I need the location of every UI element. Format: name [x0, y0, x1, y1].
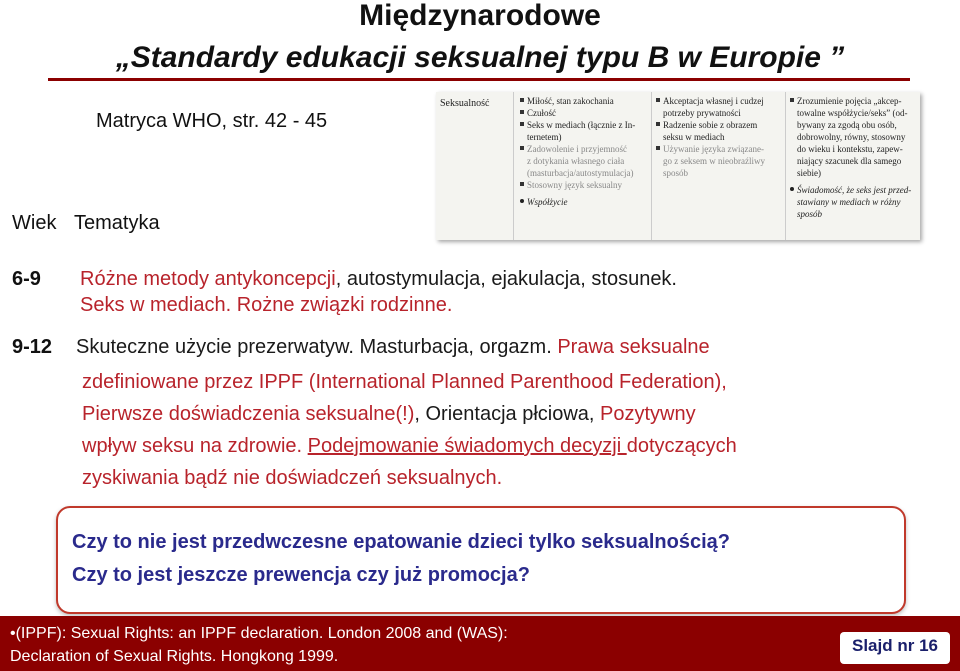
- topic-first-experiences: Pierwsze doświadczenia seksualne(!): [82, 403, 415, 425]
- matrix-item: [520, 132, 650, 143]
- matrix-item-text: potrzeby prywatności: [663, 108, 741, 118]
- matrix-item: [790, 185, 918, 196]
- matrix-column-3: [790, 96, 918, 221]
- matrix-item-text: Akceptacja własnej i cudzej: [663, 96, 764, 106]
- row-9-12-line-2: zdefiniowane przez IPPF (International Planned Parenthood Federation),: [82, 371, 727, 393]
- row-9-12-line-3: [82, 403, 696, 426]
- question-callout: [56, 506, 906, 614]
- bullet-icon: [520, 98, 524, 102]
- matrix-item: [520, 144, 650, 155]
- matrix-item: [656, 168, 784, 179]
- matrix-column-1: [520, 96, 650, 209]
- matrix-item: [656, 96, 784, 107]
- matrix-item: [790, 197, 918, 208]
- matrix-item-text: seksu w mediach: [663, 132, 725, 142]
- matrix-item: [520, 120, 650, 131]
- question-2: Czy to jest jeszcze prewencja czy już promocja?: [72, 564, 530, 586]
- matrix-item-text: siebie): [797, 168, 821, 178]
- title-divider: [48, 78, 910, 81]
- matrix-item-text: niający szacunek dla samego: [797, 156, 902, 166]
- topic-positive: Pozytywny: [600, 403, 696, 425]
- row-9-12-line-1: [76, 336, 710, 359]
- bullet-icon: [520, 146, 524, 150]
- matrix-item: [656, 156, 784, 167]
- matrix-item: [520, 168, 650, 179]
- header-age: Wiek: [12, 212, 57, 234]
- matrix-item: [790, 132, 918, 143]
- row-6-9-line-1: [80, 268, 677, 291]
- header-topic: Tematyka: [74, 212, 160, 234]
- bullet-icon: [790, 98, 794, 102]
- matrix-item: [656, 132, 784, 143]
- row-9-12-line-4: [82, 435, 737, 458]
- matrix-item-text: sposób: [663, 168, 689, 178]
- topic-text: , Orientacja płciowa,: [414, 403, 601, 425]
- bullet-icon: [520, 110, 524, 114]
- row-6-9-line-2: Seks w mediach. Rożne związki rodzinne.: [80, 294, 453, 316]
- topic-health-impact: wpływ seksu na zdrowie.: [82, 435, 308, 457]
- age-9-12: 9-12: [12, 336, 53, 358]
- title-line-1: Międzynarodowe: [359, 0, 601, 32]
- matrix-item-text: Seks w mediach (łącznie z In-: [527, 120, 636, 130]
- matrix-item-text: dobrowolny, równy, stosowny: [797, 132, 906, 142]
- matrix-item-text: go z seksem w nieobraźliwy: [663, 156, 765, 166]
- topic-text: , autostymulacja, ejakulacja, stosunek.: [335, 268, 677, 290]
- matrix-item-text: towalne współżycie/seks” (od-: [797, 108, 908, 118]
- matrix-item: [790, 144, 918, 155]
- bullet-icon: [520, 122, 524, 126]
- topic-contraception: Różne metody antykoncepcji: [80, 268, 336, 290]
- matrix-item: [790, 209, 918, 220]
- age-6-9: 6-9: [12, 268, 41, 290]
- matrix-item: [656, 120, 784, 131]
- row-9-12-line-5: zyskiwania bądź nie doświadczeń seksualnych.: [82, 467, 503, 489]
- matrix-item: [790, 168, 918, 179]
- matrix-item-text: Świadomość, że seks jest przed-: [797, 185, 912, 195]
- matrix-item-text: Używanie języka związane-: [663, 144, 764, 154]
- bullet-icon: [656, 98, 660, 102]
- matrix-item: [520, 197, 650, 208]
- matrix-item: [656, 108, 784, 119]
- matrix-item: [520, 180, 650, 191]
- matrix-item-text: do wieku i kontekstu, zapew-: [797, 144, 903, 154]
- slide-number: Slajd nr 16: [852, 636, 938, 655]
- topic-regarding: dotyczących: [626, 435, 737, 457]
- matrix-item: [520, 108, 650, 119]
- matrix-item-text: Zrozumienie pojęcia „akcep-: [797, 96, 902, 106]
- matrix-item-text: Czułość: [527, 108, 556, 118]
- bullet-icon: [520, 199, 524, 203]
- topic-sexual-rights: Prawa seksualne: [557, 336, 710, 358]
- matrix-item: [790, 156, 918, 167]
- topic-decisions: Podejmowanie świadomych decyzji: [307, 435, 627, 457]
- matrix-item-text: z dotykania własnego ciała: [527, 156, 625, 166]
- matrix-column-2: [656, 96, 784, 180]
- topic-text: Skuteczne użycie prezerwatyw. Masturbacja, orgazm.: [76, 336, 552, 358]
- matrix-item: [790, 108, 918, 119]
- who-matrix-image: [436, 92, 920, 240]
- matrix-item-text: Współżycie: [527, 197, 568, 207]
- matrix-label: Seksualność: [440, 98, 490, 109]
- title-line-2: „Standardy edukacji seksualnej typu B w Europie ”: [115, 41, 845, 74]
- matrix-item: [520, 156, 650, 167]
- matrix-item-text: ternetem): [527, 132, 562, 142]
- matrix-item-text: Miłość, stan zakochania: [527, 96, 614, 106]
- footer-reference-line-1: •(IPPF): Sexual Rights: an IPPF declaration. London 2008 and (WAS):: [10, 625, 508, 642]
- matrix-divider: [513, 92, 514, 240]
- subtitle: Matryca WHO, str. 42 - 45: [96, 110, 328, 132]
- matrix-item-text: Radzenie sobie z obrazem: [663, 120, 758, 130]
- matrix-divider: [651, 92, 652, 240]
- bullet-icon: [656, 122, 660, 126]
- footer-reference-line-2: Declaration of Sexual Rights. Hongkong 1999.: [10, 648, 339, 665]
- matrix-item: [656, 144, 784, 155]
- matrix-divider: [785, 92, 786, 240]
- matrix-item-text: bywany za zgodą obu osób,: [797, 120, 897, 130]
- matrix-item-text: Stosowny język seksualny: [527, 180, 622, 190]
- matrix-item-text: sposób: [797, 209, 823, 219]
- bullet-icon: [790, 187, 794, 191]
- matrix-item-text: stawiany w mediach w różny: [797, 197, 901, 207]
- matrix-item: [790, 120, 918, 131]
- matrix-item-text: (masturbacja/autostymulacja): [527, 168, 634, 178]
- matrix-item: [520, 96, 650, 107]
- matrix-item-text: Zadowolenie i przyjemność: [527, 144, 627, 154]
- matrix-item: [790, 96, 918, 107]
- bullet-icon: [656, 146, 660, 150]
- question-1: Czy to nie jest przedwczesne epatowanie dzieci tylko seksualnością?: [72, 531, 730, 553]
- bullet-icon: [520, 182, 524, 186]
